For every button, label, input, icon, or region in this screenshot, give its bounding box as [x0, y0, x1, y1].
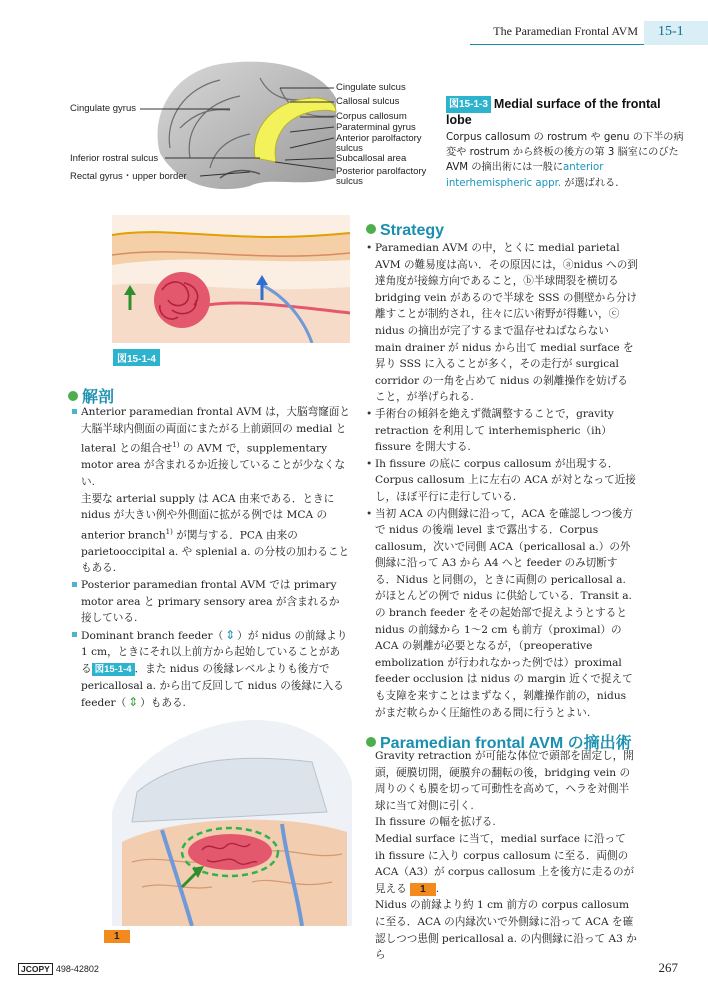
figure-tag-1: 1 [104, 930, 130, 943]
anatomy-paragraph: Posterior paramedian frontal AVM では primary motor area と primary sensory area が含まれるか接している. [72, 577, 350, 627]
figure-reference-15-1-4: 図15-1-4 [92, 663, 135, 676]
section-heading-resection: Paramedian frontal AVM の摘出術 [366, 730, 632, 753]
label-inferior-rostral-sulcus: Inferior rostral sulcus [70, 153, 159, 164]
page-number: 267 [658, 960, 678, 975]
resection-step: Medial surface に当て，medial surface に沿って ih fissure に入り corpus callosum に至る．両側の ACA（A3）が corpus callosum 上を後方に走るのが見える 1 . [375, 832, 635, 895]
label-cingulate-gyrus: Cingulate gyrus [70, 103, 137, 114]
label-posterior-parolfactory-sulcus: Posterior parolfactory sulcus [336, 166, 427, 187]
section-number: 15-1 [644, 21, 708, 45]
strategy-bullet: • 当初 ACA の内側縁に沿って，ACA を確認しつつ後方で nidus の後端 level まで露出する．Corpus callosum，次いで同側 ACA（pericallosal a.）の外側縁に沿って A3 から A4 へと feeder のみ切断する．Nidus と同側の，ときに両側の pericallosal a. がほとんどの例で nidus に供給している．Transit a. の branch feeder をその起始部で捉えようとすると nidus の前縁から 1～2 cm も前方（proximal）の ACA の剝離が必要となるが，（preoperative embolization が行われなかった例では）proximal feeder occlusion は nidus の margin 近くで捉えても支障を来すことはまずなく，剝離操作前の，nidus がまだ軟らかく圧縮性のある間に行うとよい. [366, 506, 638, 722]
bullet-dot-icon [366, 224, 376, 234]
running-header [470, 21, 708, 45]
surgical-view-illustration [112, 712, 352, 926]
jcopy-logo: JCOPY [18, 963, 53, 975]
running-header-title: The Paramedian Frontal AVM [493, 24, 638, 38]
section-heading-strategy: Strategy [366, 222, 444, 240]
label-callosal-sulcus: Callosal sulcus [336, 96, 400, 107]
feeder-arrow-green-icon: ⇕ [128, 695, 139, 710]
resection-column [366, 748, 638, 964]
label-leader-lines [60, 80, 350, 190]
label-subcallosal-area: Subcallosal area [336, 153, 407, 164]
figure-title: Medial surface of the frontal lobe [446, 97, 661, 127]
approach-name: anterior interhemispheric appr. [446, 162, 604, 189]
strategy-bullet: • Ih fissure の底に corpus callosum が出現する．Corpus callosum 上に左右の ACA が対となって近接し，ほぼ平行に走行している. [366, 456, 638, 506]
figure-tag-15-1-3: 図15-1-3 [446, 96, 491, 113]
label-rectal-gyrus: Rectal gyrus・upper border [70, 171, 187, 182]
resection-step: Nidus の前縁より約 1 cm 前方の corpus callosum に至る．ACA の内縁次いで外側縁に沿って ACA を確認しつつ患側 pericallosal a. の内側縁に沿って A3 から [375, 899, 637, 962]
anatomy-column [72, 404, 350, 712]
section-heading-anatomy: 解剖 [68, 384, 114, 407]
figure-reference-1: 1 [410, 883, 436, 896]
bullet-dot-icon [68, 391, 78, 401]
footer-copyright [18, 964, 99, 974]
figure-caption-text: Corpus callosum の rostrum や genu の下半の病変や rostrum から終板の後方の第 3 脳室にのびた AVM の摘出術には一般にanterior interhemispheric appr. が選ばれる. [446, 132, 684, 189]
anatomy-paragraph: Dominant branch feeder（ ⇕ ）が nidus の前縁より 1 cm，ときにそれ以上前方から起始していることがある 図15-1-4 ．また nidus の後縁レベルよりも後方で pericallosal a. から出て反回して nidus の後縁に入る feeder（ ⇕ ）もある. [72, 627, 350, 712]
resection-step: Ih fissure の幅を拡げる. [375, 816, 496, 829]
anatomy-paragraph: Anterior paramedian frontal AVM は，大脳弯窿面と大脳半球内側面の両面にまたがる上前頭回の medial と lateral との組合せ$^{1)}$ の AVM で，supplementary motor area が含まれるか近接していることが少なくない. [72, 404, 350, 491]
figure-caption-15-1-3 [446, 96, 686, 191]
resection-step: Gravity retraction が可能な体位で頭部を固定し，開頭，硬膜切開，硬膜弁の翻転の後，bridging vein の周りのくも膜を切って可動性を高めて，ヘラを対側半球に当て対側に引く. [375, 750, 634, 812]
label-cingulate-sulcus: Cingulate sulcus [336, 82, 406, 93]
figure-tag-15-1-4: 図15-1-4 [113, 349, 160, 366]
strategy-bullet: • Paramedian AVM の中，とくに medial parietal AVM の難易度は高い．その原因には，ⓐnidus への到達角度が接線方向であること，ⓑ半球間裂を横切る bridging vein があるので半球を SSS の側壁から分け離すことが制約され，往々に広い術野が得難い，ⓒ nidus の摘出が完了するまで温存せねばならない main drainer が nidus から出て medial surface を昇り SSS に入ることが多く，その走行が surgical corridor の一角を占めて nidus の剝離操作を妨げること，が挙げられる. [366, 240, 638, 406]
footer-code: 498-42802 [55, 964, 99, 974]
anatomy-paragraph: 主要な arterial supply は ACA 由来である．ときに nidus が大きい例や外側面に拡がる例では MCA の anterior branch$^{1)}$ が関与する．PCA 由来の parietooccipital a. や splenial a. の分枝の加わることもある. [81, 492, 350, 575]
strategy-bullet: • 手術台の傾斜を絶えず微調整することで，gravity retraction を利用して interhemispheric（ih）fissure を開大する. [366, 406, 638, 456]
feeder-arrow-icon: ⇕ [225, 627, 236, 642]
label-corpus-callosum: Corpus callosum [336, 111, 407, 122]
avm-nidus-illustration [112, 215, 350, 343]
label-paraterminal-gyrus: Paraterminal gyrus [336, 122, 416, 133]
strategy-column [366, 240, 638, 721]
bullet-dot-icon [366, 737, 376, 747]
label-anterior-parolfactory-sulcus: Anterior parolfactory sulcus [336, 133, 422, 154]
